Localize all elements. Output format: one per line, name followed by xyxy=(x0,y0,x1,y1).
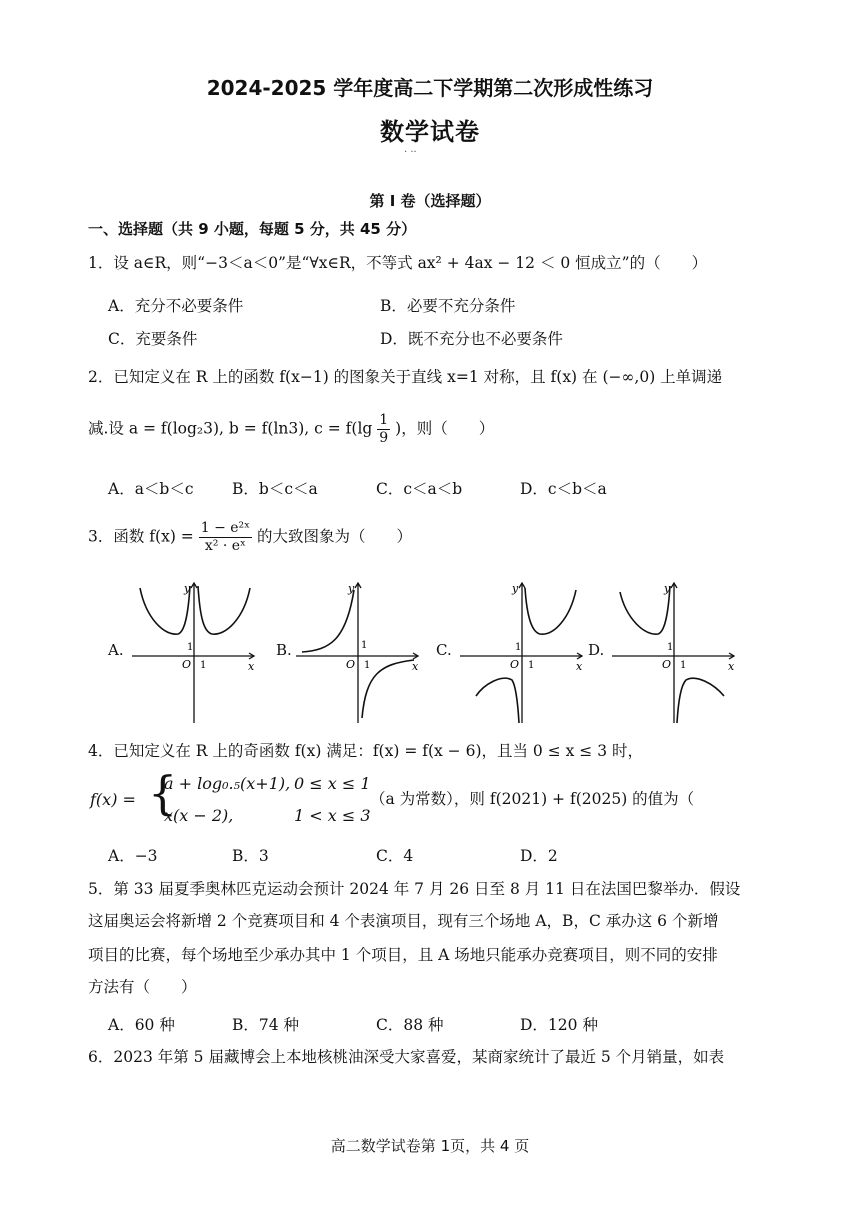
q1-option-d: D．既不充分也不必要条件 xyxy=(380,330,563,348)
q4-case2-expr: x(x − 2), xyxy=(164,806,234,825)
q4-option-a: A．−3 xyxy=(108,847,158,865)
q3-fraction xyxy=(199,520,252,555)
graph-c xyxy=(454,578,588,728)
q4-brace: { xyxy=(148,766,178,820)
q2-stem-line2 xyxy=(88,412,494,447)
graph-b-origin: O xyxy=(346,658,356,671)
graph-a-y-label: y xyxy=(184,582,191,595)
graph-b xyxy=(290,578,424,728)
graph-d-origin: O xyxy=(662,658,672,671)
q5-line3: 项目的比赛，每个场地至少承办其中 1 个项目，且 A 场地只能承办竞赛项目，则不同的安排 xyxy=(88,946,718,964)
q4-case1-cond: 0 ≤ x ≤ 1 xyxy=(294,774,371,793)
graph-b-x-label: x xyxy=(412,660,419,673)
graph-d-y-label: y xyxy=(664,582,671,595)
page-footer: 高二数学试卷第 1页，共 4 页 xyxy=(330,1137,530,1155)
q5-option-a: A．60 种 xyxy=(108,1016,175,1034)
graph-d-tick-x: 1 xyxy=(680,660,687,671)
q1-stem: 1．设 a∈R，则“−3＜a＜0”是“∀x∈R，不等式 ax² + 4ax − 12 ＜ 0 恒成立”的（ ） xyxy=(88,254,708,272)
q1-option-c: C．充要条件 xyxy=(108,330,198,348)
graph-c-tick-x: 1 xyxy=(528,660,535,671)
graph-a-x-label: x xyxy=(248,660,255,673)
q4-case2-cond: 1 < x ≤ 3 xyxy=(294,806,371,825)
q3-frac-num: 1 − e²ˣ xyxy=(200,520,251,536)
graph-d xyxy=(606,578,740,728)
q4-case1-expr: a + log₀.₅(x+1), xyxy=(164,774,291,793)
q5-line2: 这届奥运会将新增 2 个竞赛项目和 4 个表演项目，现有三个场地 A，B，C 承办这 6 个新增 xyxy=(88,912,719,930)
graph-a-origin: O xyxy=(182,658,192,671)
q2-frac-den: 9 xyxy=(379,429,389,446)
q2-option-c: C．c＜a＜b xyxy=(376,480,463,498)
q2-stem-line2-prefix: 减.设 a = f(log₂3), b = f(ln3), c = f(lg xyxy=(88,419,373,438)
q4-stem-line1: 4．已知定义在 R 上的奇函数 f(x) 满足：f(x) = f(x − 6)，且当 0 ≤ x ≤ 3 时， xyxy=(88,742,644,760)
q4-tail: （a 为常数），则 f(2021) + f(2025) 的值为（ xyxy=(370,790,695,808)
graph-b-label: B. xyxy=(276,641,292,659)
q2-fraction xyxy=(377,412,390,447)
graph-c-origin: O xyxy=(510,658,520,671)
graph-c-tick-y: 1 xyxy=(515,642,522,653)
graph-b-tick-y: 1 xyxy=(361,640,368,651)
q3-prefix: 3．函数 f(x) = xyxy=(88,527,194,546)
q3-stem xyxy=(88,520,412,555)
q2-frac-num: 1 xyxy=(379,412,389,428)
graph-b-y-label: y xyxy=(348,582,355,595)
q4-option-b: B．3 xyxy=(232,847,269,865)
graph-d-x-label: x xyxy=(728,660,735,673)
q1-option-a: A．充分不必要条件 xyxy=(108,297,244,315)
q5-option-c: C．88 种 xyxy=(376,1016,444,1034)
q2-option-b: B．b＜c＜a xyxy=(232,480,318,498)
graph-a xyxy=(126,578,260,728)
q1-option-b: B．必要不充分条件 xyxy=(380,297,516,315)
q2-option-a: A．a＜b＜c xyxy=(108,480,194,498)
graph-a-label: A. xyxy=(108,641,124,659)
decorative-dots: · ·· xyxy=(404,147,417,158)
q2-option-d: D．c＜b＜a xyxy=(520,480,607,498)
q3-frac-den: x² · eˣ xyxy=(204,537,246,554)
q5-line1: 5．第 33 届夏季奥林匹克运动会预计 2024 年 7 月 26 日至 8 月 11 日在法国巴黎举办．假设 xyxy=(88,880,741,898)
exam-title: 2024-2025 学年度高二下学期第二次形成性练习 xyxy=(206,76,654,100)
graph-c-y-label: y xyxy=(512,582,519,595)
q3-suffix: 的大致图象为（ ） xyxy=(257,527,413,546)
q5-line4: 方法有（ ） xyxy=(88,978,197,996)
graph-c-label: C. xyxy=(436,641,452,659)
graph-d-tick-y: 1 xyxy=(667,642,674,653)
section-heading: 一、选择题（共 9 小题，每题 5 分，共 45 分） xyxy=(88,220,417,238)
q4-option-d: D．2 xyxy=(520,847,558,865)
graph-b-tick-x: 1 xyxy=(364,660,371,671)
graph-a-tick-y: 1 xyxy=(187,642,194,653)
q4-option-c: C．4 xyxy=(376,847,414,865)
q2-stem-line2-suffix: )，则（ ） xyxy=(395,419,495,438)
graph-a-tick-x: 1 xyxy=(200,660,207,671)
q6-line1: 6．2023 年第 5 届藏博会上本地核桃油深受大家喜爱，某商家统计了最近 5 个月销量，如表 xyxy=(88,1048,725,1066)
q5-option-b: B．74 种 xyxy=(232,1016,300,1034)
graph-c-x-label: x xyxy=(576,660,583,673)
q4-lhs: f(x) = xyxy=(90,790,136,809)
part-heading: 第 I 卷（选择题） xyxy=(369,192,491,210)
q2-stem-line1: 2．已知定义在 R 上的函数 f(x−1) 的图象关于直线 x=1 对称，且 f(x) 在 (−∞,0) 上单调递 xyxy=(88,368,723,386)
graph-d-label: D. xyxy=(588,641,605,659)
q5-option-d: D．120 种 xyxy=(520,1016,598,1034)
exam-subtitle: 数学试卷 xyxy=(380,118,480,146)
